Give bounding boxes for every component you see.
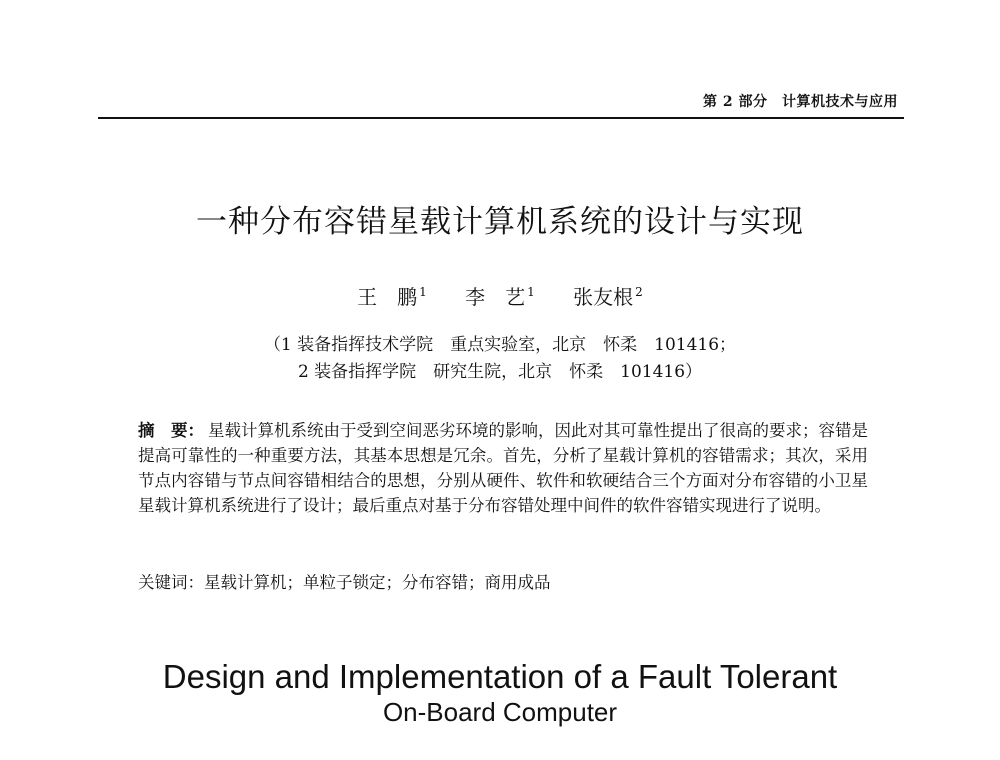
author-3: [573, 285, 643, 309]
author-3-name: 张友根: [573, 285, 634, 309]
header-rule: [98, 117, 904, 119]
abstract-label: 摘 要：: [138, 421, 204, 440]
abstract-text: 星载计算机系统由于受到空间恶劣环境的影响，因此对其可靠性提出了很高的要求；容错是提高可靠性的一种重要方法，其基本思想是冗余。首先，分析了星载计算机的容错需求；其次，采用节点内容错与节点间容错相结合的思想，分别从硬件、软件和软硬结合三个方面对分布容错的小卫星星载计算机系统进行了设计；最后重点对基于分布容错处理中间件的软件容错实现进行了说明。: [138, 421, 868, 515]
title-en-line-2: On-Board Computer: [382, 697, 618, 727]
author-3-affil: 2: [635, 285, 643, 300]
author-2-affil: 1: [527, 285, 535, 300]
author-1-affil: 1: [419, 285, 427, 300]
title-en-line-1: Design and Implementation of a Fault Tolerant: [162, 658, 838, 695]
running-head: 第 2 部分 计算机技术与应用: [703, 94, 898, 110]
abstract: [138, 418, 868, 518]
paper-title-chinese: 一种分布容错星载计算机系统的设计与实现: [196, 204, 804, 240]
keywords-label: 关键词：: [138, 573, 204, 592]
author-2: [465, 285, 535, 309]
paper-title-english: [0, 658, 1000, 728]
author-1: [357, 285, 427, 309]
author-list: [0, 281, 1000, 310]
keywords: [138, 569, 868, 593]
author-2-name: 李 艺: [465, 285, 526, 309]
author-1-name: 王 鹏: [357, 285, 418, 309]
affiliation-line-1: （1 装备指挥技术学院 重点实验室，北京 怀柔 101416；: [263, 335, 737, 355]
affiliation-line-2: 2 装备指挥学院 研究生院，北京 怀柔 101416）: [297, 362, 703, 382]
keywords-text: 星载计算机；单粒子锁定；分布容错；商用成品: [204, 573, 551, 592]
